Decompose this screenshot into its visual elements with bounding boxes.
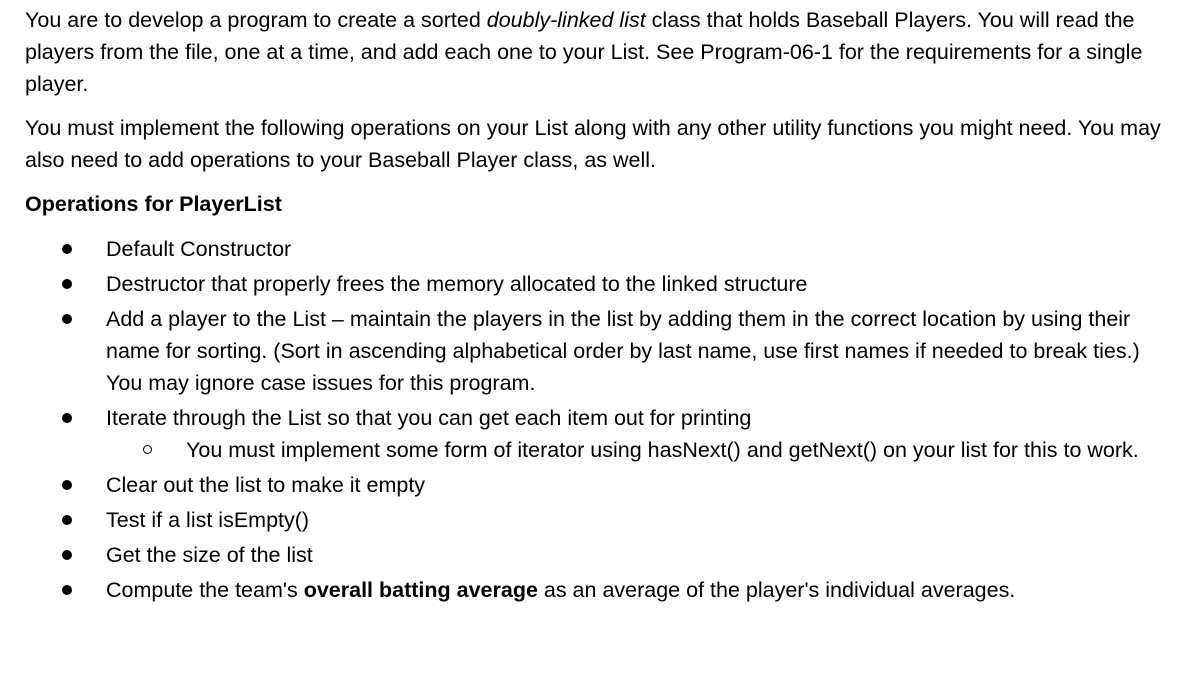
list-item <box>25 233 1162 265</box>
intro-italic-term: doubly-linked list <box>486 8 646 32</box>
list-item <box>25 539 1162 571</box>
list-item-text-after: as an average of the player's individual averages. <box>537 578 1016 602</box>
section-heading: Operations for PlayerList <box>25 192 282 216</box>
intro-paragraph-1 <box>25 4 1162 100</box>
sub-list-item <box>106 434 1162 466</box>
list-item <box>25 402 1162 466</box>
bullet-icon <box>62 244 72 254</box>
intro-text-before: You are to develop a program to create a sorted <box>25 8 487 32</box>
bullet-icon <box>62 413 72 423</box>
intro-paragraph-2: You must implement the following operations on your List along with any other utility functions you might need. You may also need to add operations to your Baseball Player class, as well. <box>25 116 1161 172</box>
list-item <box>25 469 1162 501</box>
list-item-text: Clear out the list to make it empty <box>106 473 426 497</box>
operations-list <box>25 233 1162 606</box>
bullet-icon <box>62 279 72 289</box>
bold-term: overall batting average <box>303 578 538 602</box>
list-item <box>25 303 1162 399</box>
list-item <box>25 574 1162 606</box>
list-item <box>25 268 1162 300</box>
intro-text-after: class that holds Baseball Players. You will read the players from the file, one at a time, and add each one to your List. See Program-06-1 for the requirements for a single player. <box>25 8 1143 96</box>
list-item-text: Destructor that properly frees the memory allocated to the linked structure <box>106 272 808 296</box>
list-item-text: Add a player to the List – maintain the players in the list by adding them in the correct location by using their name for sorting. (Sort in ascending alphabetical order by last name, use first names if needed to break ties.) You may ignore case issues for this program. <box>106 307 1140 395</box>
bullet-icon <box>62 585 72 595</box>
bullet-icon <box>62 550 72 560</box>
list-item-text: Get the size of the list <box>106 543 313 567</box>
list-item-text: Default Constructor <box>106 237 292 261</box>
sub-list <box>106 434 1162 466</box>
list-item-text: Test if a list isEmpty() <box>106 508 310 532</box>
hollow-bullet-icon <box>143 445 152 454</box>
bullet-icon <box>62 480 72 490</box>
list-item-text: Iterate through the List so that you can get each item out for printing <box>106 406 752 430</box>
bullet-icon <box>62 515 72 525</box>
bullet-icon <box>62 314 72 324</box>
list-item-text-before: Compute the team's <box>106 578 304 602</box>
list-item <box>25 504 1162 536</box>
sub-list-item-text: You must implement some form of iterator using hasNext() and getNext() on your list for this to work. <box>186 438 1139 462</box>
